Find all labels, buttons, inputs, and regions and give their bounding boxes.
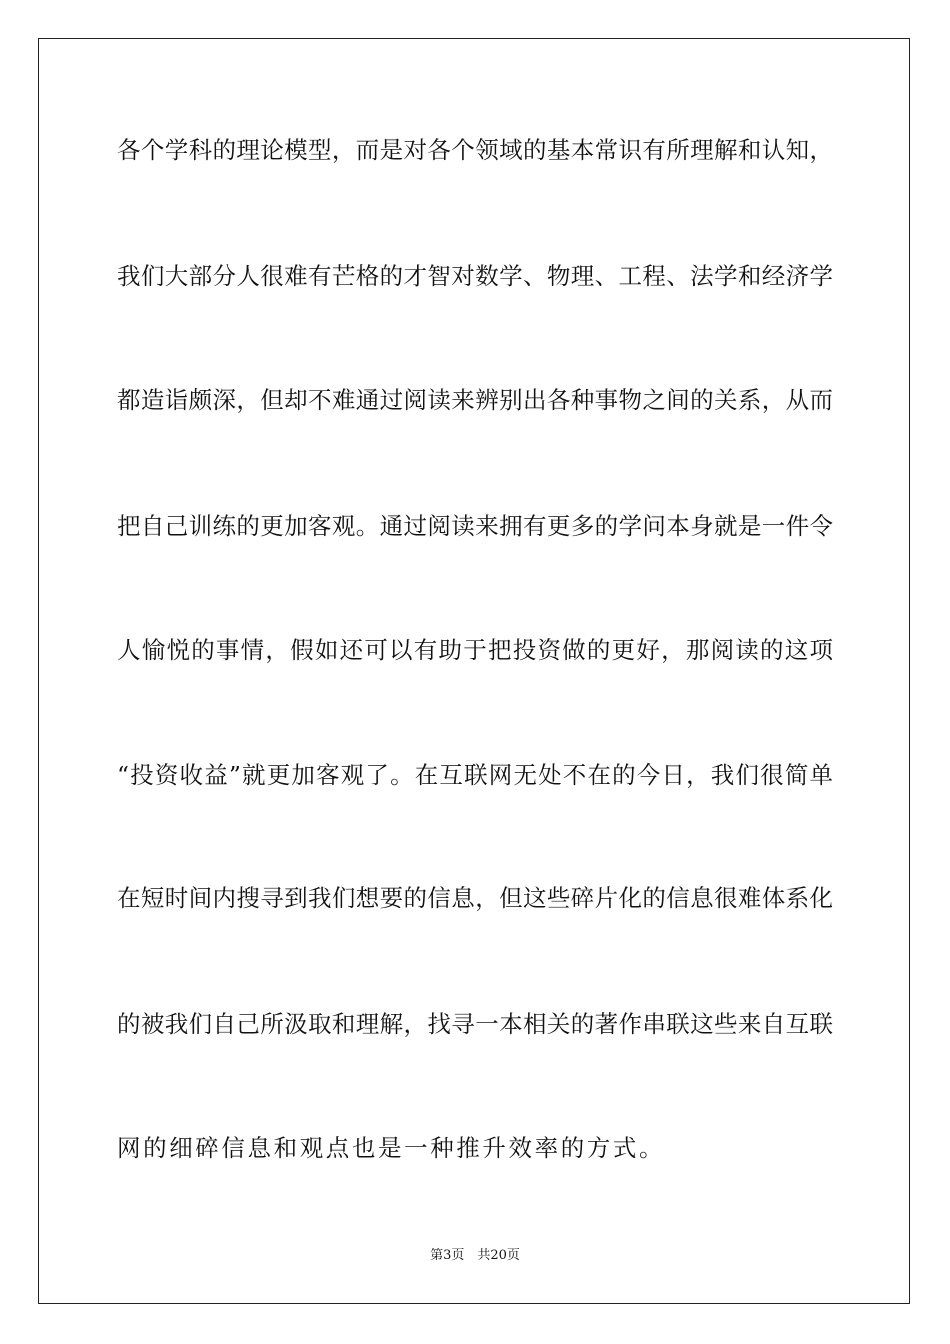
text-line: 网的细碎信息和观点也是一种推升效率的方式。 [117,1134,666,1162]
text-line: “投资收益”就更加客观了。在互联网无处不在的今日，我们很简单 [117,761,833,789]
text-line: 人愉悦的事情，假如还可以有助于把投资做的更好，那阅读的这项 [117,636,833,664]
page-number: 第3页 共20页 [430,1248,520,1263]
text-line: 把自己训练的更加客观。通过阅读来拥有更多的学问本身就是一件令 [117,512,833,540]
text-line: 各个学科的理论模型，而是对各个领域的基本常识有所理解和认知， [117,136,833,164]
text-line: 在短时间内搜寻到我们想要的信息，但这些碎片化的信息很难体系化 [117,884,833,912]
text-line: 的被我们自己所汲取和理解，找寻一本相关的著作串联这些来自互联 [117,1010,833,1038]
text-line: 我们大部分人很难有芒格的才智对数学、物理、工程、法学和经济学 [117,262,833,290]
text-line: 都造诣颇深，但却不难通过阅读来辨别出各种事物之间的关系，从而 [117,386,833,414]
page-border [38,38,910,1304]
